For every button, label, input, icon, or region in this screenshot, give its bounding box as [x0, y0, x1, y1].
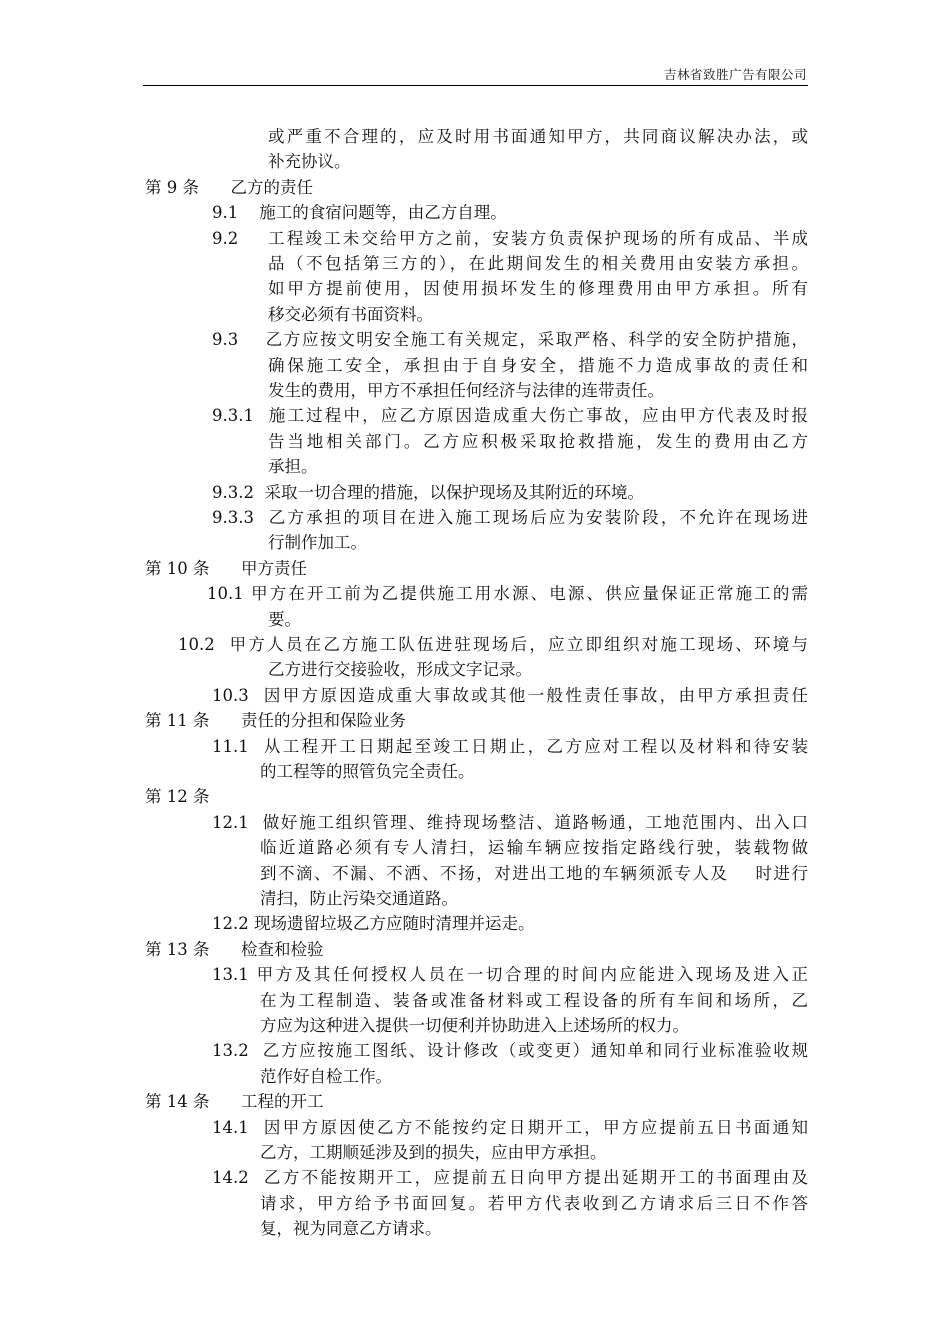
- contract-line: 如甲方提前使用，因使用损坏发生的修理费用由甲方承担。所有: [268, 279, 808, 299]
- contract-line: 要。: [268, 609, 301, 629]
- article-heading: 第 14 条 工程的开工: [145, 1092, 324, 1112]
- article-heading: 第 10 条 甲方责任: [145, 558, 307, 578]
- contract-line: 补充协议。: [268, 152, 351, 172]
- contract-line: 9.1 施工的食宿问题等，由乙方自理。: [212, 203, 507, 223]
- contract-line: 乙方，工期顺延涉及到的损失，应由甲方承担。: [260, 1143, 607, 1162]
- contract-line: 行制作加工。: [268, 533, 367, 553]
- contract-line: 9.3.3 乙方承担的项目在进入施工现场后应为安装阶段，不允许在现场进: [212, 508, 808, 527]
- contract-line: 9.3.1 施工过程中，应乙方原因造成重大伤亡事故，应由甲方代表及时报: [212, 406, 808, 426]
- contract-line: 14.2 乙方不能按期开工，应提前五日向甲方提出延期开工的书面理由及: [212, 1168, 808, 1188]
- contract-line: 告当地相关部门。乙方应积极采取抢救措施，发生的费用由乙方: [268, 431, 808, 451]
- contract-line: 复，视为同意乙方请求。: [260, 1219, 442, 1239]
- contract-line: 确保施工安全，承担由于自身安全，措施不力造成事故的责任和: [268, 355, 808, 375]
- contract-line: 临近道路必须有专人清扫，运输车辆应按指定路线行驶，装载物做: [260, 838, 808, 858]
- contract-line: 9.3.2 采取一切合理的措施，以保护现场及其附近的环境。: [212, 482, 644, 502]
- contract-line: 移交必须有书面资料。: [268, 304, 433, 324]
- contract-line: 13.1 甲方及其任何授权人员在一切合理的时间内应能进入现场及进入正: [212, 965, 808, 985]
- contract-line: 的工程等的照管负完全责任。: [260, 762, 475, 781]
- header-divider: [143, 85, 808, 86]
- contract-line: 或严重不合理的，应及时用书面通知甲方，共同商议解决办法，或: [268, 127, 808, 146]
- contract-line: 清扫，防止污染交通道路。: [260, 889, 458, 908]
- contract-line: 乙方进行交接验收，形成文字记录。: [268, 660, 532, 680]
- article-heading: 第 12 条: [145, 787, 210, 807]
- contract-line: 承担。: [268, 457, 318, 477]
- company-name: 吉林省致胜广告有限公司: [663, 67, 807, 82]
- contract-line: 13.2 乙方应按施工图纸、设计修改（或变更）通知单和同行业标准验收规: [212, 1041, 808, 1061]
- contract-line: 14.1 因甲方原因使乙方不能按约定日期开工，甲方应提前五日书面通知: [212, 1117, 808, 1137]
- contract-line: 10.3 因甲方原因造成重大事故或其他一般性责任事故，由甲方承担责任: [212, 685, 808, 705]
- contract-line: 9.2 工程竣工未交给甲方之前，安装方负责保护现场的所有成品、半成: [212, 228, 808, 248]
- article-heading: 第 13 条 检查和检验: [145, 939, 324, 959]
- contract-line: 在为工程制造、装备或准备材料或工程设备的所有车间和场所，乙: [260, 990, 808, 1010]
- contract-line: 10.1 甲方在开工前为乙提供施工用水源、电源、供应量保证正常施工的需: [207, 584, 808, 604]
- contract-line: 范作好自检工作。: [260, 1066, 392, 1086]
- contract-line: 品（不包括第三方的），在此期间发生的相关费用由安装方承担。: [268, 254, 808, 273]
- contract-line: 到不滴、不漏、不洒、不扬，对进出工地的车辆须派专人及 时进行: [260, 863, 808, 883]
- contract-line: 请求，甲方给予书面回复。若甲方代表收到乙方请求后三日不作答: [260, 1193, 808, 1213]
- contract-line: 发生的费用，甲方不承担任何经济与法律的连带责任。: [268, 381, 664, 400]
- article-heading: 第 9 条 乙方的责任: [145, 177, 313, 197]
- contract-line: 9.3 乙方应按文明安全施工有关规定，采取严格、科学的安全防护措施，: [212, 330, 808, 350]
- contract-line: 方应为这种进入提供一切便利并协助进入上述场所的权力。: [260, 1016, 689, 1035]
- contract-line: 12.1 做好施工组织管理、维持现场整洁、道路畅通，工地范围内、出入口: [212, 812, 808, 832]
- contract-line: 12.2 现场遗留垃圾乙方应随时清理并运走。: [212, 914, 535, 934]
- contract-line: 10.2 甲方人员在乙方施工队伍进驻现场后，应立即组织对施工现场、环境与: [178, 635, 808, 654]
- article-heading: 第 11 条 责任的分担和保险业务: [145, 711, 406, 731]
- contract-line: 11.1 从工程开工日期起至竣工日期止，乙方应对工程以及材料和待安装: [212, 736, 808, 756]
